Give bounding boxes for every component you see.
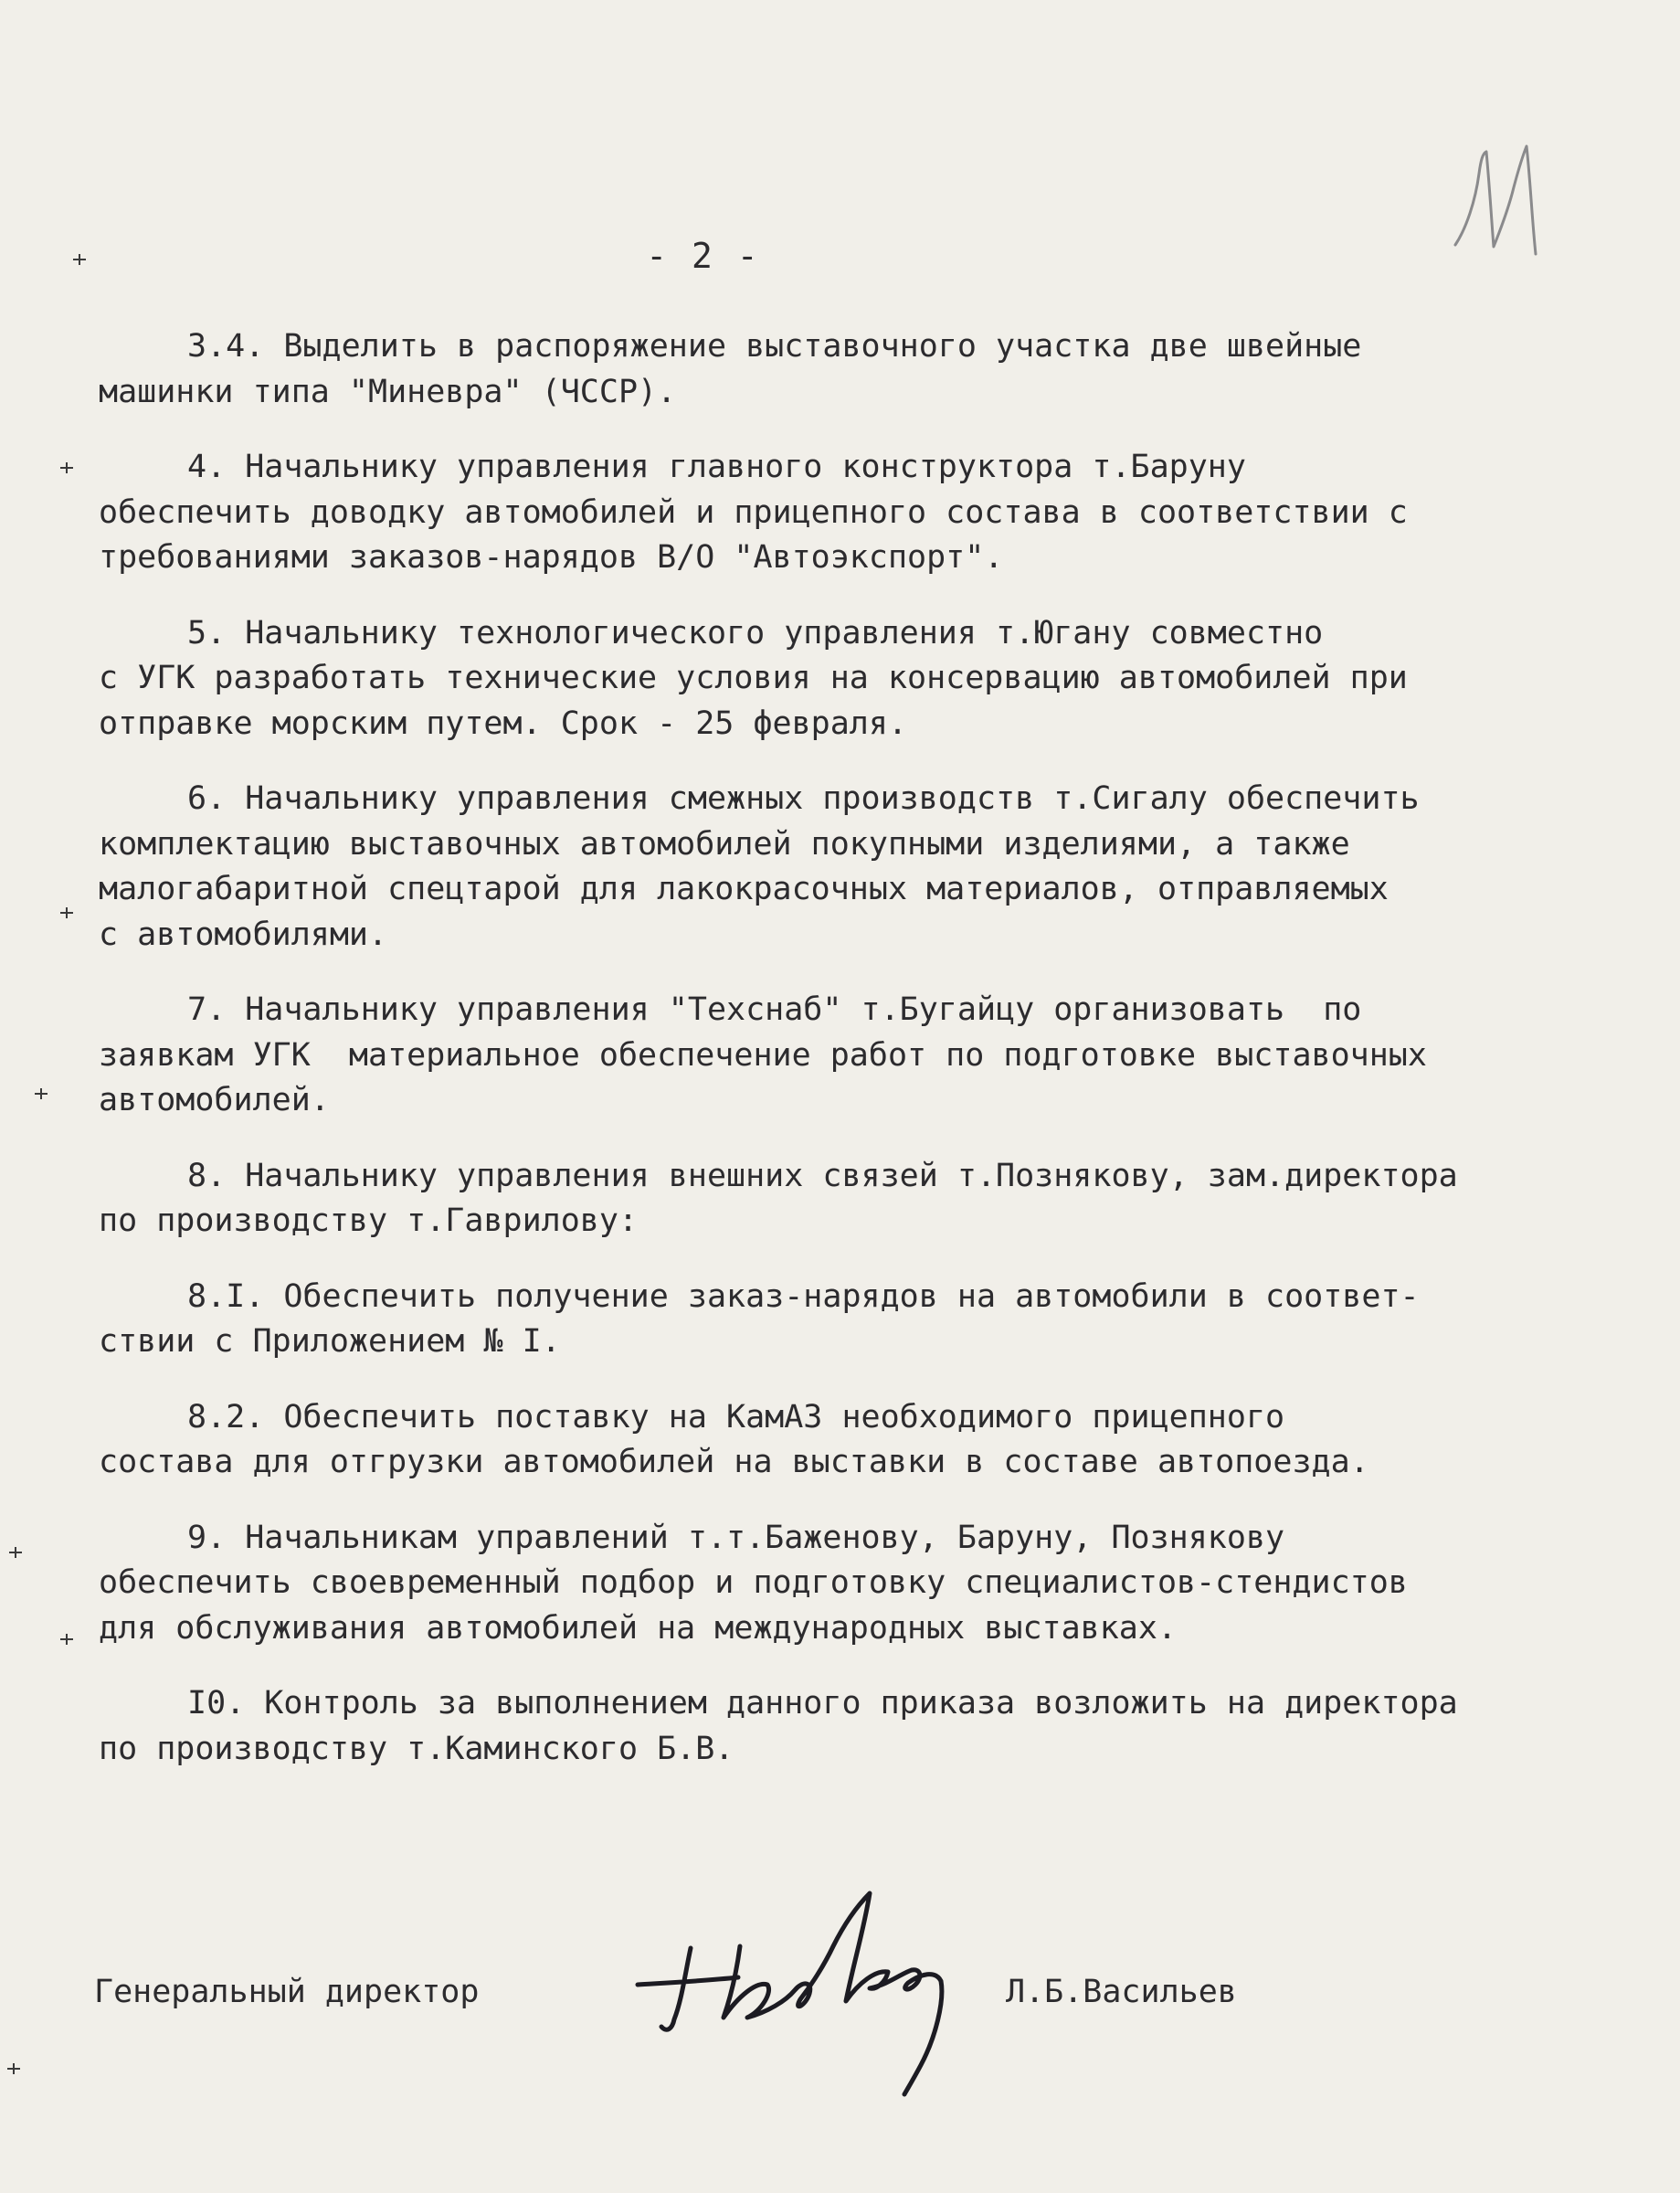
paragraph-5	[99, 611, 1624, 747]
text-line: состава для отгрузки автомобилей на выставки в составе автопоезда.	[99, 1444, 1369, 1480]
signatory-name: Л.Б.Васильев	[1006, 1974, 1237, 2010]
margin-spot	[33, 1086, 49, 1102]
paragraph-7	[99, 988, 1624, 1124]
text-line: 8. Начальнику управления внешних связей т.Познякову, зам.директора	[187, 1157, 1458, 1194]
text-line: I0. Контроль за выполнением данного приказа возложить на директора	[187, 1685, 1458, 1722]
handwritten-signature	[630, 1882, 1014, 2102]
text-line: 5. Начальнику технологического управления т.Югану совместно	[187, 614, 1324, 652]
text-line: с УГК разработать технические условия на консервацию автомобилей при	[99, 660, 1408, 696]
margin-spot	[5, 2061, 22, 2077]
paragraph-4	[99, 445, 1624, 581]
text-line: 9. Начальникам управлений т.т.Баженову, Баруну, Познякову	[187, 1519, 1285, 1556]
text-line: по производству т.Каминского Б.В.	[99, 1730, 734, 1767]
page-number: - 2 -	[646, 236, 760, 276]
paragraph-8-2	[99, 1395, 1624, 1486]
text-line: 3.4. Выделить в распоряжение выставочного участка две швейные	[187, 328, 1362, 365]
margin-spot	[71, 251, 88, 268]
paragraph-8-1	[99, 1275, 1624, 1365]
text-line: 6. Начальнику управления смежных производств т.Сигалу обеспечить	[187, 780, 1420, 817]
pencil-annotation	[1448, 137, 1548, 265]
text-line: обеспечить доводку автомобилей и прицепного состава в соответствии с	[99, 493, 1408, 531]
paragraph-10	[99, 1681, 1624, 1772]
margin-spot	[58, 460, 75, 476]
text-line: 7. Начальнику управления "Техснаб" т.Бугайцу организовать по	[187, 991, 1362, 1028]
signatory-title: Генеральный директор	[94, 1974, 480, 2010]
text-line: отправке морским путем. Срок - 25 февраля.	[99, 705, 908, 742]
text-line: по производству т.Гаврилову:	[99, 1202, 639, 1239]
text-line: малогабаритной спецтарой для лакокрасочных материалов, отправляемых	[99, 871, 1389, 907]
document-body	[99, 324, 1624, 1802]
margin-spot	[7, 1544, 24, 1561]
text-line: комплектацию выставочных автомобилей покупными изделиями, а также	[99, 825, 1350, 863]
paragraph-9	[99, 1516, 1624, 1652]
paragraph-6	[99, 777, 1624, 958]
text-line: обеспечить своевременный подбор и подготовку специалистов-стендистов	[99, 1564, 1408, 1601]
text-line: автомобилей.	[99, 1082, 330, 1118]
text-line: ствии с Приложением № I.	[99, 1323, 561, 1360]
margin-spot	[58, 1631, 75, 1647]
text-line: заявкам УГК материальное обеспечение работ по подготовке выставочных	[99, 1036, 1427, 1074]
text-line: требованиями заказов-нарядов В/О "Автоэкспорт".	[99, 539, 1004, 576]
text-line: машинки типа "Миневра" (ЧССР).	[99, 373, 677, 410]
text-line: 8.2. Обеспечить поставку на КамАЗ необходимого прицепного	[187, 1398, 1285, 1436]
paragraph-3-4	[99, 324, 1624, 415]
text-line: 8.I. Обеспечить получение заказ-нарядов на автомобили в соответ-	[187, 1277, 1420, 1315]
text-line: 4. Начальнику управления главного конструктора т.Баруну	[187, 449, 1246, 485]
margin-spot	[58, 905, 75, 921]
text-line: с автомобилями.	[99, 916, 388, 953]
paragraph-8	[99, 1154, 1624, 1245]
text-line: для обслуживания автомобилей на международных выставках.	[99, 1609, 1178, 1647]
